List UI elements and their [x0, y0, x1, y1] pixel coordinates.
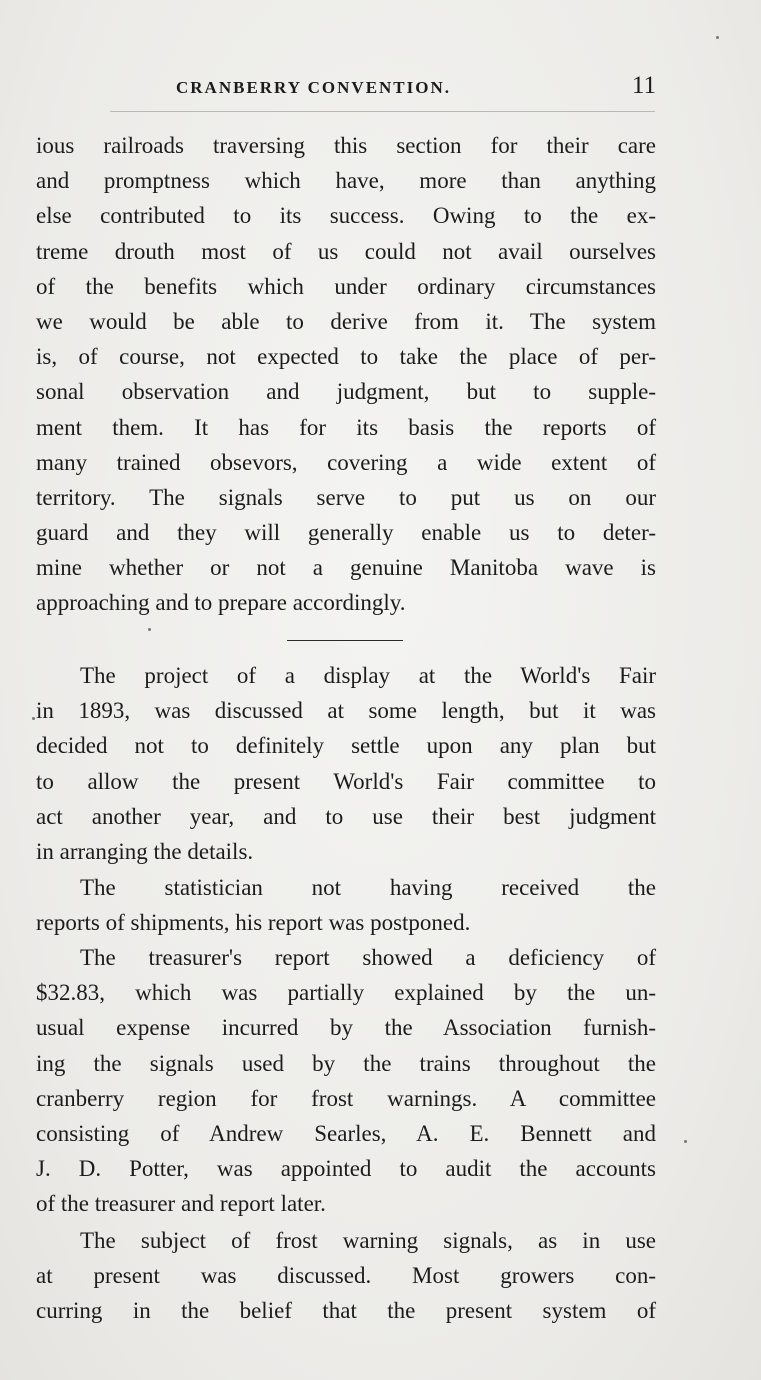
text-line: act another year, and to use their best judgment — [36, 803, 656, 829]
text-line: approaching and to prepare accordingly. — [36, 590, 406, 616]
text-line: J. D. Potter, was appointed to audit the accounts — [36, 1156, 656, 1182]
text-line: territory. The signals serve to put us on our — [36, 484, 656, 510]
text-line: at present was discussed. Most growers con- — [36, 1263, 656, 1289]
section-divider — [287, 640, 403, 641]
text-line: consisting of Andrew Searles, A. E. Bennett and — [36, 1120, 656, 1146]
print-speck — [148, 628, 151, 631]
text-line: $32.83, which was partially explained by the un- — [36, 980, 656, 1006]
paragraph-statistician — [36, 870, 656, 940]
text-line: of the treasurer and report later. — [36, 1191, 326, 1217]
text-line: in arranging the details. — [36, 838, 254, 864]
page-number: 11 — [631, 72, 656, 99]
paragraph-worlds-fair — [36, 658, 656, 869]
header-rule — [110, 111, 655, 112]
running-head: CRANBERRY CONVENTION. — [176, 78, 452, 97]
print-speck — [32, 717, 35, 720]
text-line: usual expense incurred by the Association furnish- — [36, 1015, 656, 1041]
text-line: in 1893, was discussed at some length, but it was — [36, 698, 656, 724]
print-speck — [716, 36, 719, 39]
text-line: The subject of frost warning signals, as in use — [80, 1228, 656, 1253]
text-line: guard and they will generally enable us to deter- — [36, 520, 656, 546]
text-line: ment them. It has for its basis the reports of — [36, 414, 656, 440]
text-line: is, of course, not expected to take the place of per- — [36, 344, 656, 370]
text-line: we would be able to derive from it. The system — [36, 308, 656, 334]
text-line: and promptness which have, more than anything — [36, 168, 656, 194]
text-line: to allow the present World's Fair committee to — [36, 768, 656, 794]
text-line: curring in the belief that the present system of — [36, 1298, 656, 1324]
text-line: The project of a display at the World's Fair — [80, 663, 656, 688]
text-line: The statistician not having received the — [80, 875, 656, 900]
text-line: cranberry region for frost warnings. A committee — [36, 1085, 656, 1111]
paragraph-railroads — [36, 128, 656, 621]
text-line: sonal observation and judgment, but to supple- — [36, 379, 656, 405]
text-line: mine whether or not a genuine Manitoba wave is — [36, 555, 656, 581]
text-line: ing the signals used by the trains throughout the — [36, 1050, 656, 1076]
text-line: of the benefits which under ordinary circumstances — [36, 273, 656, 299]
text-line: The treasurer's report showed a deficiency of — [80, 945, 656, 970]
print-speck — [684, 1140, 687, 1143]
paragraph-frost-signals — [36, 1223, 656, 1329]
text-line: decided not to definitely settle upon any plan but — [36, 733, 656, 759]
text-line: many trained obsevors, covering a wide extent of — [36, 449, 656, 475]
paragraph-treasurer — [36, 940, 656, 1222]
text-line: treme drouth most of us could not avail ourselves — [36, 238, 656, 264]
page-header — [36, 72, 658, 106]
text-line: ious railroads traversing this section for their care — [36, 133, 656, 158]
text-line: reports of shipments, his report was postponed. — [36, 910, 471, 936]
text-line: else contributed to its success. Owing to the ex- — [36, 203, 656, 229]
